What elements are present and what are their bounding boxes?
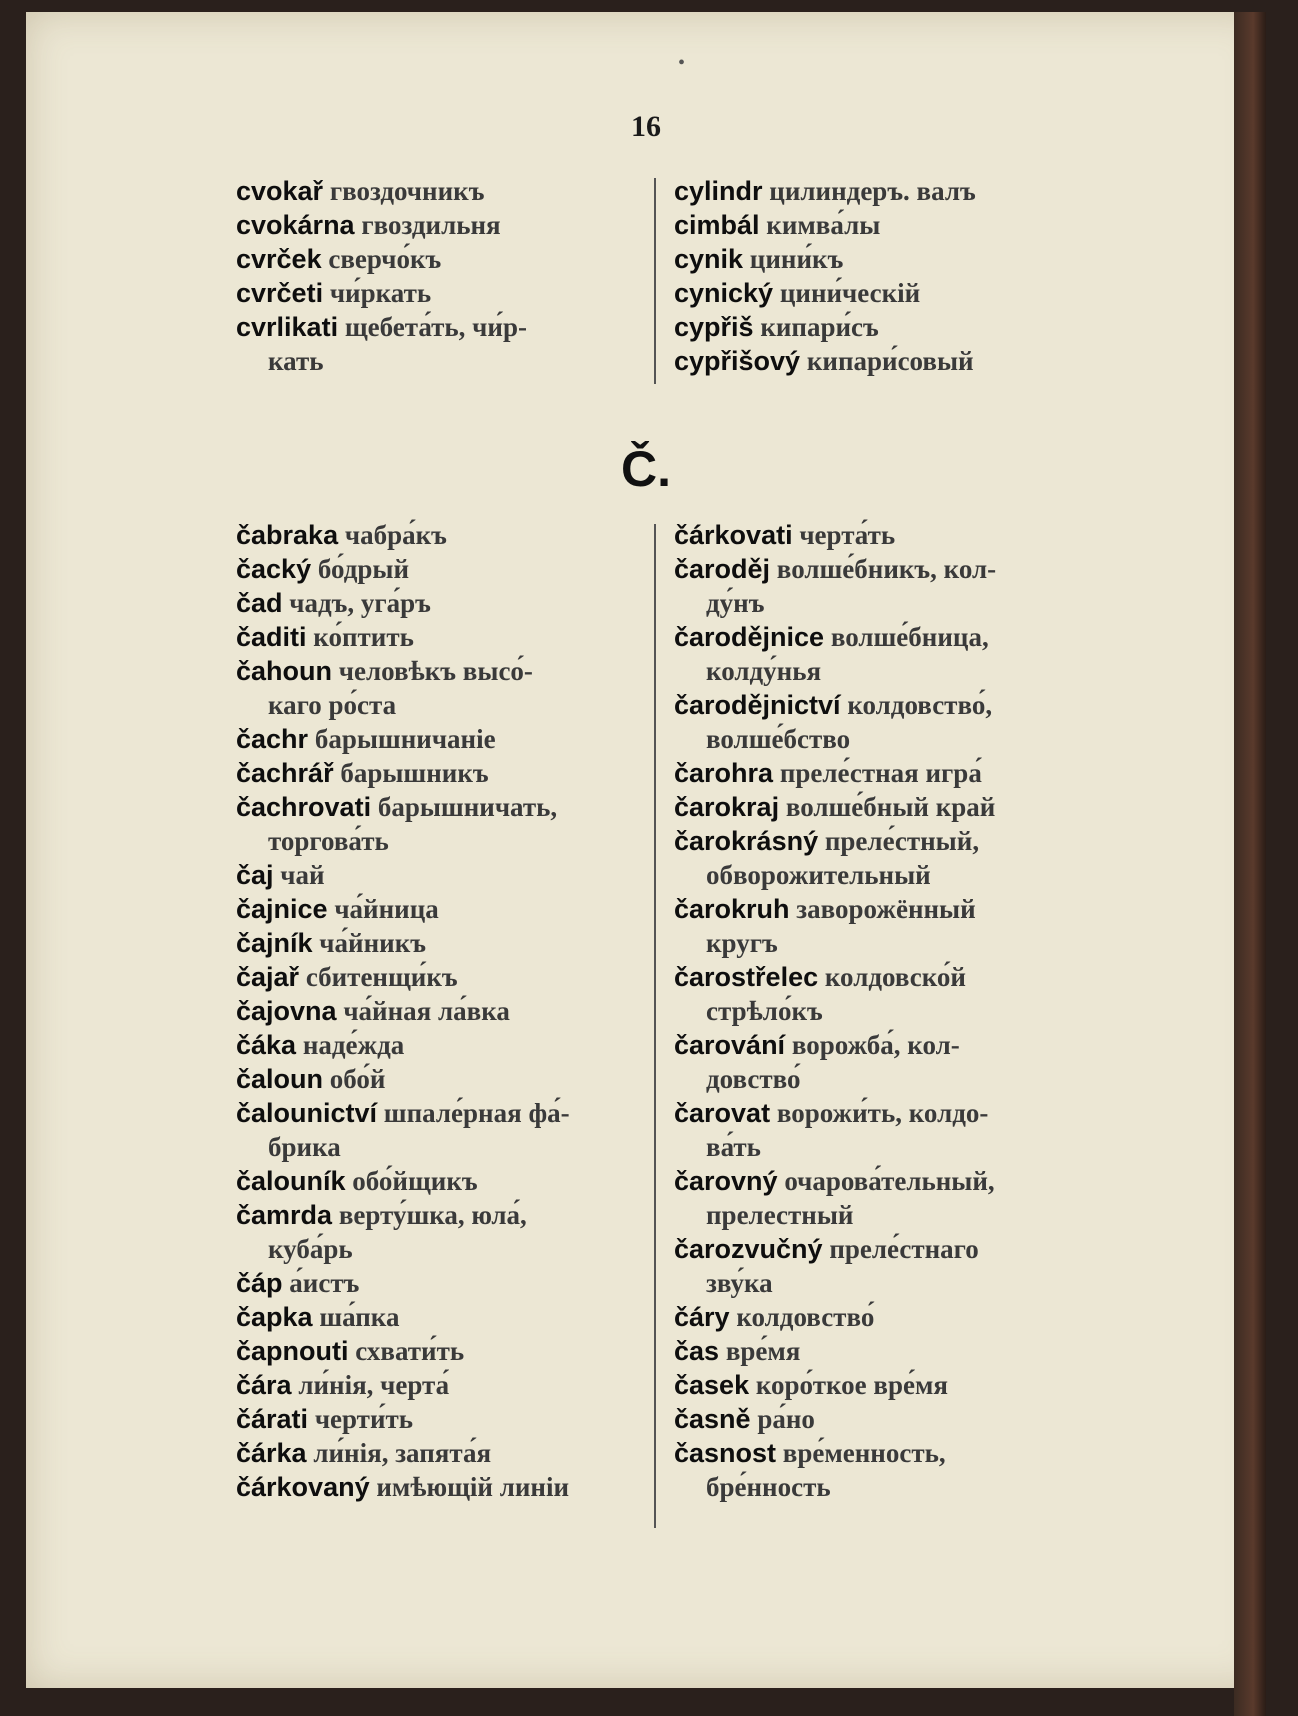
entry-line [674, 1028, 1089, 1062]
definition: ворожба́, кол- [791, 1030, 960, 1060]
definition: черти́ть [314, 1404, 414, 1434]
definition: цилиндеръ. валъ [769, 176, 976, 206]
headword: čarodějnice [674, 622, 825, 652]
entry-line [236, 1334, 651, 1368]
entry-line [674, 552, 1089, 586]
definition-continuation: кать [268, 346, 324, 376]
entry-line [674, 1436, 1089, 1470]
definition: щебета́ть, чи́р- [344, 312, 527, 342]
ink-speck: • [678, 52, 686, 74]
headword: čarokruh [674, 894, 790, 924]
headword: čarokrásný [674, 826, 819, 856]
entry-line [674, 1334, 1089, 1368]
entry-line [674, 824, 1089, 858]
definition: человѣкъ высо́- [338, 656, 533, 686]
dictionary-entry [236, 208, 651, 242]
headword: cvrlikati [236, 312, 339, 342]
dictionary-entry [674, 310, 1089, 344]
definition: волше́бный край [785, 792, 996, 822]
dictionary-entry [236, 756, 651, 790]
dictionary-entry [236, 1334, 651, 1368]
definition: цини́ческiй [779, 278, 921, 308]
definition: гвоздочникъ [329, 176, 485, 206]
definition: чабра́къ [344, 520, 447, 550]
headword: čamrda [236, 1200, 333, 1230]
entry-line [236, 552, 651, 586]
dictionary-entry [236, 1368, 651, 1402]
column-top-left [236, 174, 651, 378]
definition: очарова́тельный, [784, 1166, 995, 1196]
definition: сверчо́къ [328, 244, 442, 274]
entry-line [236, 518, 651, 552]
dictionary-entry [674, 756, 1089, 790]
headword: čachrář [236, 758, 334, 788]
dictionary-entry [674, 1334, 1089, 1368]
entry-line [674, 892, 1089, 926]
definition-continuation: волше́бство [706, 724, 851, 754]
dictionary-entry [236, 1266, 651, 1300]
definition: обо́й [329, 1064, 386, 1094]
dictionary-entry [674, 620, 1089, 688]
definition: чи́ркать [329, 278, 432, 308]
headword: čalouník [236, 1166, 346, 1196]
headword: čajník [236, 928, 313, 958]
entry-line [674, 1402, 1089, 1436]
dictionary-entry [236, 926, 651, 960]
headword: čáka [236, 1030, 297, 1060]
headword: čalounictví [236, 1098, 378, 1128]
definition: а́истъ [289, 1268, 360, 1298]
headword: čajnice [236, 894, 328, 924]
entry-line [674, 1232, 1089, 1266]
headword: cynický [674, 278, 774, 308]
headword: čaditi [236, 622, 307, 652]
column-divider-main [654, 524, 656, 1528]
dictionary-entry [674, 1096, 1089, 1164]
dictionary-entry [236, 1300, 651, 1334]
entry-line [674, 242, 1089, 276]
dictionary-entry [236, 1402, 651, 1436]
dictionary-entry [236, 654, 651, 722]
headword: cimbál [674, 210, 760, 240]
entry-line [236, 1436, 651, 1470]
definition: заворожённый [796, 894, 976, 924]
book-spine [1234, 12, 1266, 1716]
headword: čarokraj [674, 792, 780, 822]
entry-line [236, 1402, 651, 1436]
headword: čarování [674, 1030, 786, 1060]
definition: преле́стная игра́ [779, 758, 982, 788]
dictionary-entry [236, 518, 651, 552]
dictionary-entry [674, 1436, 1089, 1504]
dictionary-entry [674, 892, 1089, 960]
definition: гвоздильня [361, 210, 501, 240]
entry-line [674, 790, 1089, 824]
headword: čarohra [674, 758, 774, 788]
dictionary-entry [674, 1368, 1089, 1402]
dictionary-entry [674, 1232, 1089, 1300]
dictionary-entry [236, 1470, 651, 1504]
dictionary-entry [674, 1164, 1089, 1232]
dictionary-entry [674, 552, 1089, 620]
definition: колдовство́ [736, 1302, 875, 1332]
section-letter: Č. [621, 441, 671, 497]
headword: cynik [674, 244, 744, 274]
entry-line [236, 1470, 651, 1504]
entry-line [236, 1300, 651, 1334]
definition: верту́шка, юла́, [338, 1200, 527, 1230]
column-top-right [674, 174, 1089, 378]
dictionary-entry [236, 1198, 651, 1266]
headword: čárkovaný [236, 1472, 370, 1502]
dictionary-entry [236, 552, 651, 586]
entry-line [236, 620, 651, 654]
headword: časnost [674, 1438, 777, 1468]
definition: ча́йная ла́вка [343, 996, 510, 1026]
dictionary-entry [236, 310, 651, 378]
definition: схвати́ть [355, 1336, 465, 1366]
entry-line [674, 756, 1089, 790]
dictionary-entry [236, 276, 651, 310]
dictionary-entry [236, 960, 651, 994]
definition-continuation: ду́нъ [706, 588, 765, 618]
definition-continuation: довство́ [706, 1064, 801, 1094]
headword: čas [674, 1336, 720, 1366]
dictionary-entry [674, 1402, 1089, 1436]
headword: cypřiš [674, 312, 754, 342]
dictionary-entry [236, 1164, 651, 1198]
dictionary-entry [236, 892, 651, 926]
headword: čapka [236, 1302, 313, 1332]
entry-line [236, 1266, 651, 1300]
definition: бо́дрый [317, 554, 410, 584]
headword: čapnouti [236, 1336, 349, 1366]
definition: колдовско́й [824, 962, 966, 992]
dictionary-entry [236, 1096, 651, 1164]
entry-line [236, 310, 651, 344]
entry-line [674, 276, 1089, 310]
definition: ча́йникъ [319, 928, 426, 958]
headword: čaj [236, 860, 274, 890]
entry-line [674, 1368, 1089, 1402]
dictionary-entry [236, 174, 651, 208]
entry-line [674, 620, 1089, 654]
entry-line [236, 1164, 651, 1198]
dictionary-entry [674, 1300, 1089, 1334]
definition: вре́менность, [782, 1438, 946, 1468]
entry-line [236, 242, 651, 276]
headword: čachr [236, 724, 309, 754]
definition: имѣющiй линiи [376, 1472, 570, 1502]
entry-line [236, 960, 651, 994]
definition: ча́йница [334, 894, 439, 924]
column-right [674, 518, 1089, 1504]
dictionary-entry [236, 1436, 651, 1470]
dictionary-entry [236, 722, 651, 756]
headword: čacký [236, 554, 312, 584]
definition: преле́стный, [824, 826, 980, 856]
dictionary-entry [236, 1028, 651, 1062]
headword: čarovat [674, 1098, 771, 1128]
headword: čárati [236, 1404, 309, 1434]
page-number: 16 [631, 110, 661, 143]
definition-continuation: кругъ [706, 928, 778, 958]
headword: čabraka [236, 520, 339, 550]
headword: čarovný [674, 1166, 778, 1196]
dictionary-entry [674, 174, 1089, 208]
headword: cvokárna [236, 210, 355, 240]
headword: čarozvučný [674, 1234, 823, 1264]
entry-line [236, 1368, 651, 1402]
definition-continuation: колду́нья [706, 656, 822, 686]
column-left [236, 518, 651, 1504]
headword: cvrčeti [236, 278, 324, 308]
entry-line [236, 756, 651, 790]
headword: cylindr [674, 176, 763, 206]
headword: čarostřelec [674, 962, 819, 992]
headword: čáry [674, 1302, 730, 1332]
column-divider-top [654, 178, 656, 384]
definition: кипари́съ [760, 312, 879, 342]
entry-line [674, 688, 1089, 722]
entry-line [674, 310, 1089, 344]
entry-line [674, 1300, 1089, 1334]
headword: čáp [236, 1268, 283, 1298]
dictionary-entry [674, 208, 1089, 242]
definition: ко́птить [313, 622, 414, 652]
dictionary-entry [674, 960, 1089, 1028]
entry-line [236, 208, 651, 242]
headword: časně [674, 1404, 751, 1434]
definition: чай [280, 860, 325, 890]
book-page [26, 12, 1266, 1688]
entry-line [236, 858, 651, 892]
definition: цини́къ [749, 244, 844, 274]
headword: čárkovati [674, 520, 793, 550]
definition-continuation: прелестный [706, 1200, 854, 1230]
entry-line [674, 960, 1089, 994]
dictionary-entry [674, 242, 1089, 276]
definition: черта́ть [799, 520, 896, 550]
entry-line [236, 994, 651, 1028]
dictionary-entry [674, 688, 1089, 756]
headword: čajař [236, 962, 300, 992]
entry-line [236, 1096, 651, 1130]
dictionary-entry [674, 1028, 1089, 1096]
definition: барышничанiе [314, 724, 496, 754]
headword: čárka [236, 1438, 307, 1468]
definition: наде́жда [302, 1030, 405, 1060]
definition-continuation: каго ро́ста [268, 690, 397, 720]
entry-line [236, 276, 651, 310]
headword: čahoun [236, 656, 333, 686]
headword: cvrček [236, 244, 322, 274]
headword: čára [236, 1370, 292, 1400]
definition: ли́нiя, черта́ [298, 1370, 450, 1400]
entry-line [236, 586, 651, 620]
entry-line [236, 926, 651, 960]
entry-line [236, 892, 651, 926]
definition-continuation: куба́рь [268, 1234, 353, 1264]
headword: čaroděj [674, 554, 771, 584]
entry-line [674, 174, 1089, 208]
definition: коро́ткое вре́мя [755, 1370, 948, 1400]
entry-line [236, 654, 651, 688]
dictionary-entry [236, 586, 651, 620]
definition: чадъ, уга́ръ [289, 588, 431, 618]
definition-continuation: брика [268, 1132, 341, 1162]
definition: обо́йщикъ [352, 1166, 478, 1196]
entry-line [674, 344, 1089, 378]
definition-continuation: бре́нность [706, 1472, 831, 1502]
headword: čarodějnictví [674, 690, 841, 720]
definition: ша́пка [319, 1302, 400, 1332]
definition: кипари́совый [806, 346, 974, 376]
entry-line [674, 518, 1089, 552]
dictionary-entry [674, 790, 1089, 824]
dictionary-entry [674, 824, 1089, 892]
definition: сбитенщи́къ [305, 962, 458, 992]
definition-continuation: ва́ть [706, 1132, 761, 1162]
entry-line [236, 174, 651, 208]
headword: čad [236, 588, 283, 618]
headword: cvokař [236, 176, 324, 206]
definition: колдовство́, [847, 690, 993, 720]
definition: шпале́рная фа́- [383, 1098, 570, 1128]
definition-continuation: торгова́ть [268, 826, 389, 856]
dictionary-entry [236, 620, 651, 654]
definition-continuation: обворожительный [706, 860, 931, 890]
definition: кимва́лы [766, 210, 881, 240]
entry-line [236, 1062, 651, 1096]
headword: cypřišový [674, 346, 801, 376]
definition: преле́стнаго [829, 1234, 979, 1264]
definition: волше́бница, [830, 622, 989, 652]
definition-continuation: стрѣло́къ [706, 996, 823, 1026]
entry-line [236, 1028, 651, 1062]
entry-line [674, 1096, 1089, 1130]
definition: ра́но [757, 1404, 815, 1434]
entry-line [236, 722, 651, 756]
dictionary-entry [674, 518, 1089, 552]
dictionary-entry [674, 276, 1089, 310]
definition: ворожи́ть, колдо- [776, 1098, 989, 1128]
dictionary-entry [674, 344, 1089, 378]
entry-line [236, 1198, 651, 1232]
headword: časek [674, 1370, 750, 1400]
definition: ли́нiя, запята́я [313, 1438, 492, 1468]
definition: вре́мя [725, 1336, 801, 1366]
entry-line [674, 1164, 1089, 1198]
definition: барышникъ [340, 758, 489, 788]
headword: čachrovati [236, 792, 372, 822]
headword: čajovna [236, 996, 337, 1026]
dictionary-entry [236, 242, 651, 276]
dictionary-entry [236, 858, 651, 892]
entry-line [674, 208, 1089, 242]
entry-line [236, 790, 651, 824]
headword: čaloun [236, 1064, 324, 1094]
definition: барышничать, [377, 792, 558, 822]
dictionary-entry [236, 1062, 651, 1096]
dictionary-entry [236, 790, 651, 858]
dictionary-entry [236, 994, 651, 1028]
definition: волше́бникъ, кол- [776, 554, 997, 584]
definition-continuation: зву́ка [706, 1268, 773, 1298]
